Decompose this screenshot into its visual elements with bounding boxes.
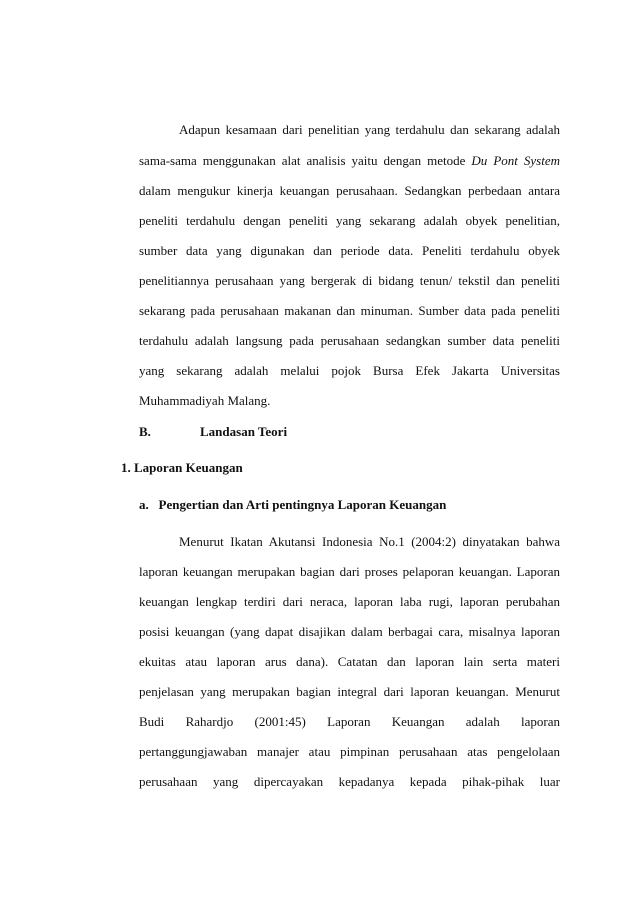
paragraph-line: penjelasan yang merupakan bagian integral dari laporan keuangan. Menurut (139, 684, 560, 699)
paragraph-line: penelitiannya perusahaan yang bergerak di bidang tenun/ tekstil dan peneliti (139, 273, 560, 288)
paragraph-line (139, 152, 560, 170)
subsection-title: 1. Laporan Keuangan (121, 460, 243, 475)
paragraph-line: ekuitas atau laporan arus dana). Catatan dan laporan lain serta materi (139, 654, 560, 669)
paragraph-line: perusahaan yang dipercayakan kepadanya kepada pihak-pihak luar (139, 774, 560, 789)
subsubsection-title: a. Pengertian dan Arti pentingnya Laporan Keuangan (139, 497, 447, 512)
paragraph-line: sumber data yang digunakan dan periode data. Peneliti terdahulu obyek (139, 243, 560, 258)
section-number: B. (139, 424, 151, 439)
italic-term: Du Pont System (471, 153, 560, 168)
paragraph-line: Adapun kesamaan dari penelitian yang terdahulu dan sekarang adalah (179, 122, 560, 137)
paragraph-line-text: sama-sama menggunakan alat analisis yaitu dengan metode (139, 153, 466, 168)
paragraph-line: Menurut Ikatan Akutansi Indonesia No.1 (2004:2) dinyatakan bahwa (179, 534, 560, 549)
paragraph-line: Muhammadiyah Malang. (139, 393, 271, 408)
paragraph-line: Budi Rahardjo (2001:45) Laporan Keuangan adalah laporan (139, 714, 560, 729)
section-title: Landasan Teori (200, 424, 288, 439)
paragraph-line: peneliti terdahulu dengan peneliti yang sekarang adalah obyek penelitian, (139, 213, 560, 228)
paragraph-line: keuangan lengkap terdiri dari neraca, laporan laba rugi, laporan perubahan (139, 594, 560, 609)
paragraph-line: laporan keuangan merupakan bagian dari proses pelaporan keuangan. Laporan (139, 564, 560, 579)
paragraph-line: posisi keuangan (yang dapat disajikan dalam berbagai cara, misalnya laporan (139, 624, 560, 639)
paragraph-line: pertanggungjawaban manajer atau pimpinan perusahaan atas pengelolaan (139, 744, 560, 759)
paragraph-line: yang sekarang adalah melalui pojok Bursa Efek Jakarta Universitas (139, 363, 560, 378)
paragraph-line: sekarang pada perusahaan makanan dan minuman. Sumber data pada peneliti (139, 303, 560, 318)
paragraph-line: dalam mengukur kinerja keuangan perusahaan. Sedangkan perbedaan antara (139, 183, 560, 198)
paragraph-line: terdahulu adalah langsung pada perusahaan sedangkan sumber data peneliti (139, 333, 560, 348)
